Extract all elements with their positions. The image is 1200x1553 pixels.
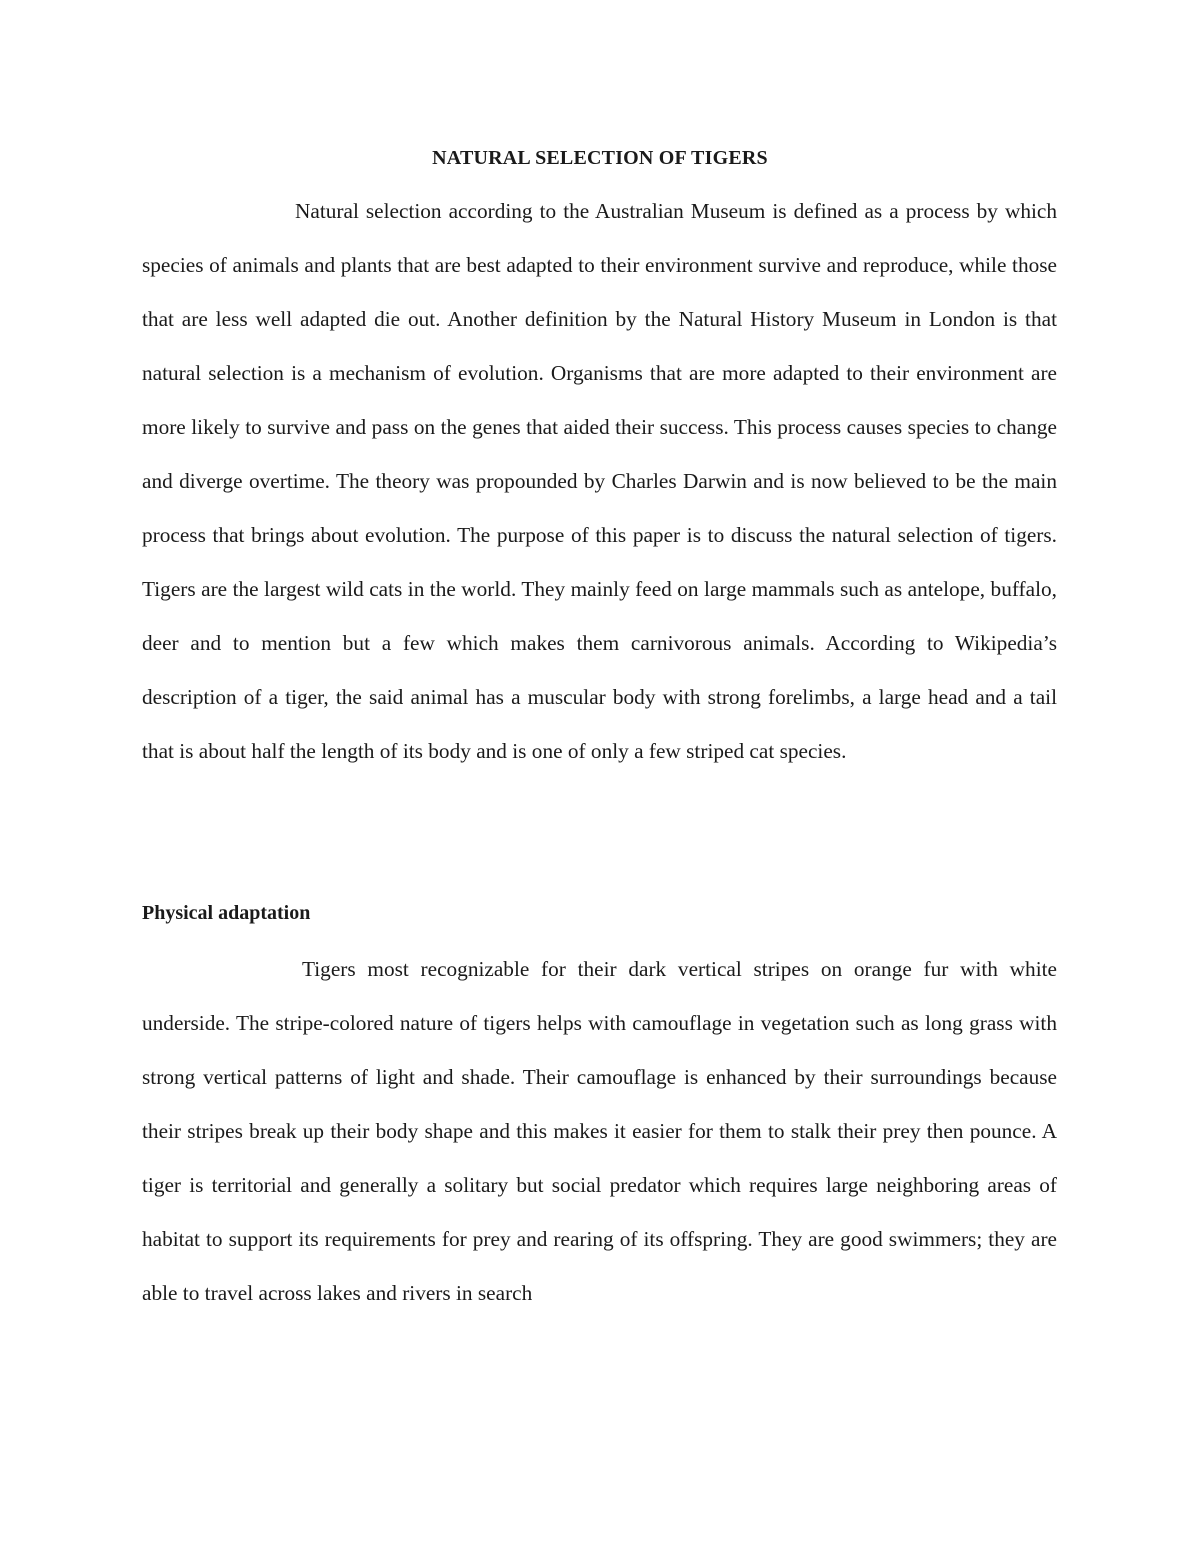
intro-paragraph: Natural selection according to the Australian Museum is defined as a process by which species of animals and plants that are best adapted to their environment survive and reproduce, while those that are less well adapted die out. Another definition by the Natural History Museum in London is that natural selection is a mechanism of evolution. Organisms that are more adapted to their environment are more likely to survive and pass on the genes that aided their success. This process causes species to change and diverge overtime. The theory was propounded by Charles Darwin and is now believed to be the main process that brings about evolution. The purpose of this paper is to discuss the natural selection of tigers. Tigers are the largest wild cats in the world. They mainly feed on large mammals such as antelope, buffalo, deer and to mention but a few which makes them carnivorous animals. According to Wikipedia’s description of a tiger, the said animal has a muscular body with strong forelimbs, a large head and a tail that is about half the length of its body and is one of only a few striped cat species.	[142, 199, 1057, 763]
section-paragraph: Tigers most recognizable for their dark vertical stripes on orange fur with white underside. The stripe-colored nature of tigers helps with camouflage in vegetation such as long grass with strong vertical patterns of light and shade. Their camouflage is enhanced by their surroundings because their stripes break up their body shape and this makes it easier for them to stalk their prey then pounce. A tiger is territorial and generally a solitary but social predator which requires large neighboring areas of habitat to support its requirements for prey and rearing of its offspring. They are good swimmers; they are able to travel across lakes and rivers in search	[142, 957, 1057, 1305]
section-heading: Physical adaptation	[142, 902, 311, 924]
document-title: NATURAL SELECTION OF TIGERS	[432, 147, 768, 169]
